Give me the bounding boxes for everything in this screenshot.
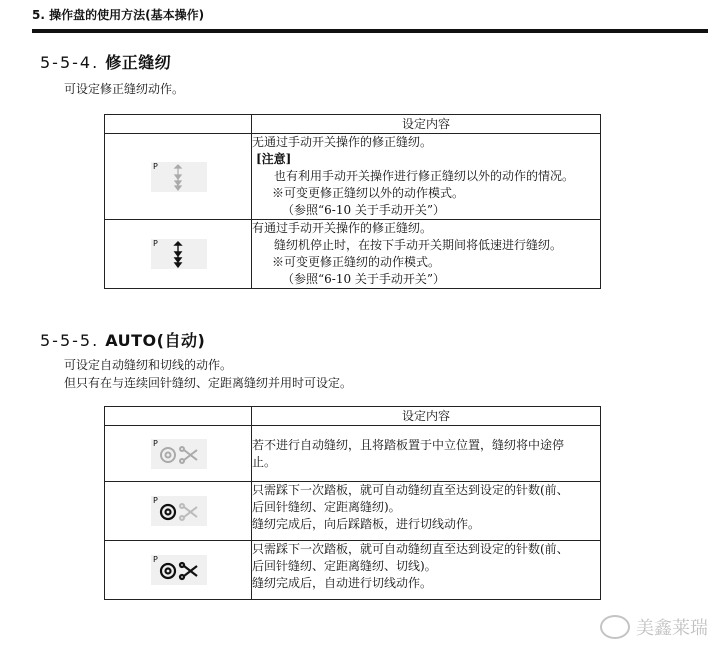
section-description (64, 356, 352, 392)
row-text (252, 134, 601, 220)
row-line: ※可变更修正缝纫的动作模式。 (272, 255, 441, 269)
description-line: 可设定自动缝纫和切线的动作。 (64, 358, 233, 372)
icon-cell (105, 220, 252, 289)
section-description: 可设定修正缝纫动作。 (64, 82, 185, 96)
row-line: 只需踩下一次踏板，就可自动缝纫直至达到设定的针数(前、 (252, 483, 569, 497)
note-label: [注意] (256, 152, 292, 166)
auto-on-scissors-off-icon (151, 496, 207, 526)
table-row (105, 220, 601, 289)
icon-cell (105, 426, 252, 482)
row-line: （参照“6-10 关于手动开关”） (282, 272, 446, 286)
table-header-label: 设定内容 (252, 115, 601, 134)
p-label: P (153, 438, 158, 448)
p-label: P (153, 555, 158, 564)
row-line: 后回针缝纫、定距离缝纫)。 (252, 500, 401, 514)
p-label: P (153, 496, 158, 505)
row-line: 若不进行自动缝纫，且将踏板置于中立位置，缝纫将中途停 (252, 437, 565, 452)
row-line: 也有利用手动开关操作进行修正缝纫以外的动作的情况。 (274, 169, 575, 183)
section-number: 5-5-5. (40, 331, 100, 350)
row-line: 有通过手动开关操作的修正缝纫。 (252, 221, 433, 235)
auto-off-scissors-off-icon (151, 439, 207, 469)
row-text (252, 220, 601, 289)
table-row (105, 426, 601, 482)
section-title-correction (40, 50, 171, 73)
row-text (252, 426, 601, 482)
row-line: 只需踩下一次踏板，就可自动缝纫直至达到设定的针数(前、 (252, 542, 569, 556)
row-line: 缝纫完成后，向后踩踏板，进行切线动作。 (252, 517, 481, 531)
watermark-text: 美鑫莱瑞 (636, 618, 708, 639)
p-label: P (153, 161, 158, 171)
section-title-text: 修正缝纫 (105, 53, 172, 72)
section-number: 5-5-4. (40, 53, 100, 72)
row-line: （参照“6-10 关于手动开关”） (282, 203, 446, 217)
row-line: 止。 (252, 454, 277, 469)
description-line: 但只有在与连续回针缝纫、定距离缝纫并用时可设定。 (64, 376, 353, 390)
table-header-blank (105, 407, 252, 426)
section-title-text: AUTO(自动) (105, 331, 206, 350)
page-header (32, 6, 708, 33)
watermark (600, 614, 708, 640)
icon-cell (105, 134, 252, 220)
icon-cell (105, 482, 252, 541)
table-header-blank (105, 115, 252, 134)
row-line: 缝纫机停止时，在按下手动开关期间将低速进行缝纫。 (274, 238, 563, 252)
wechat-icon (600, 615, 630, 639)
correction-settings-table (104, 114, 601, 289)
auto-settings-table (104, 406, 601, 600)
table-row (105, 134, 601, 220)
page-header-title: 5. 操作盘的使用方法(基本操作) (32, 8, 205, 22)
row-text (252, 541, 601, 600)
auto-on-scissors-on-icon (151, 555, 207, 585)
row-line: 缝纫完成后，自动进行切线动作。 (252, 576, 433, 590)
table-header-label: 设定内容 (252, 407, 601, 426)
row-text (252, 482, 601, 541)
table-row (105, 541, 601, 600)
row-line: ※可变更修正缝纫以外的动作模式。 (272, 186, 465, 200)
row-line: 后回针缝纫、定距离缝纫、切线)。 (252, 559, 437, 573)
section-title-auto (40, 328, 205, 351)
table-row (105, 482, 601, 541)
p-label: P (153, 239, 158, 248)
icon-cell (105, 541, 252, 600)
row-line: 无通过手动开关操作的修正缝纫。 (252, 135, 433, 149)
reverse-stitch-on-icon (151, 239, 207, 269)
reverse-stitch-off-icon (151, 162, 207, 192)
